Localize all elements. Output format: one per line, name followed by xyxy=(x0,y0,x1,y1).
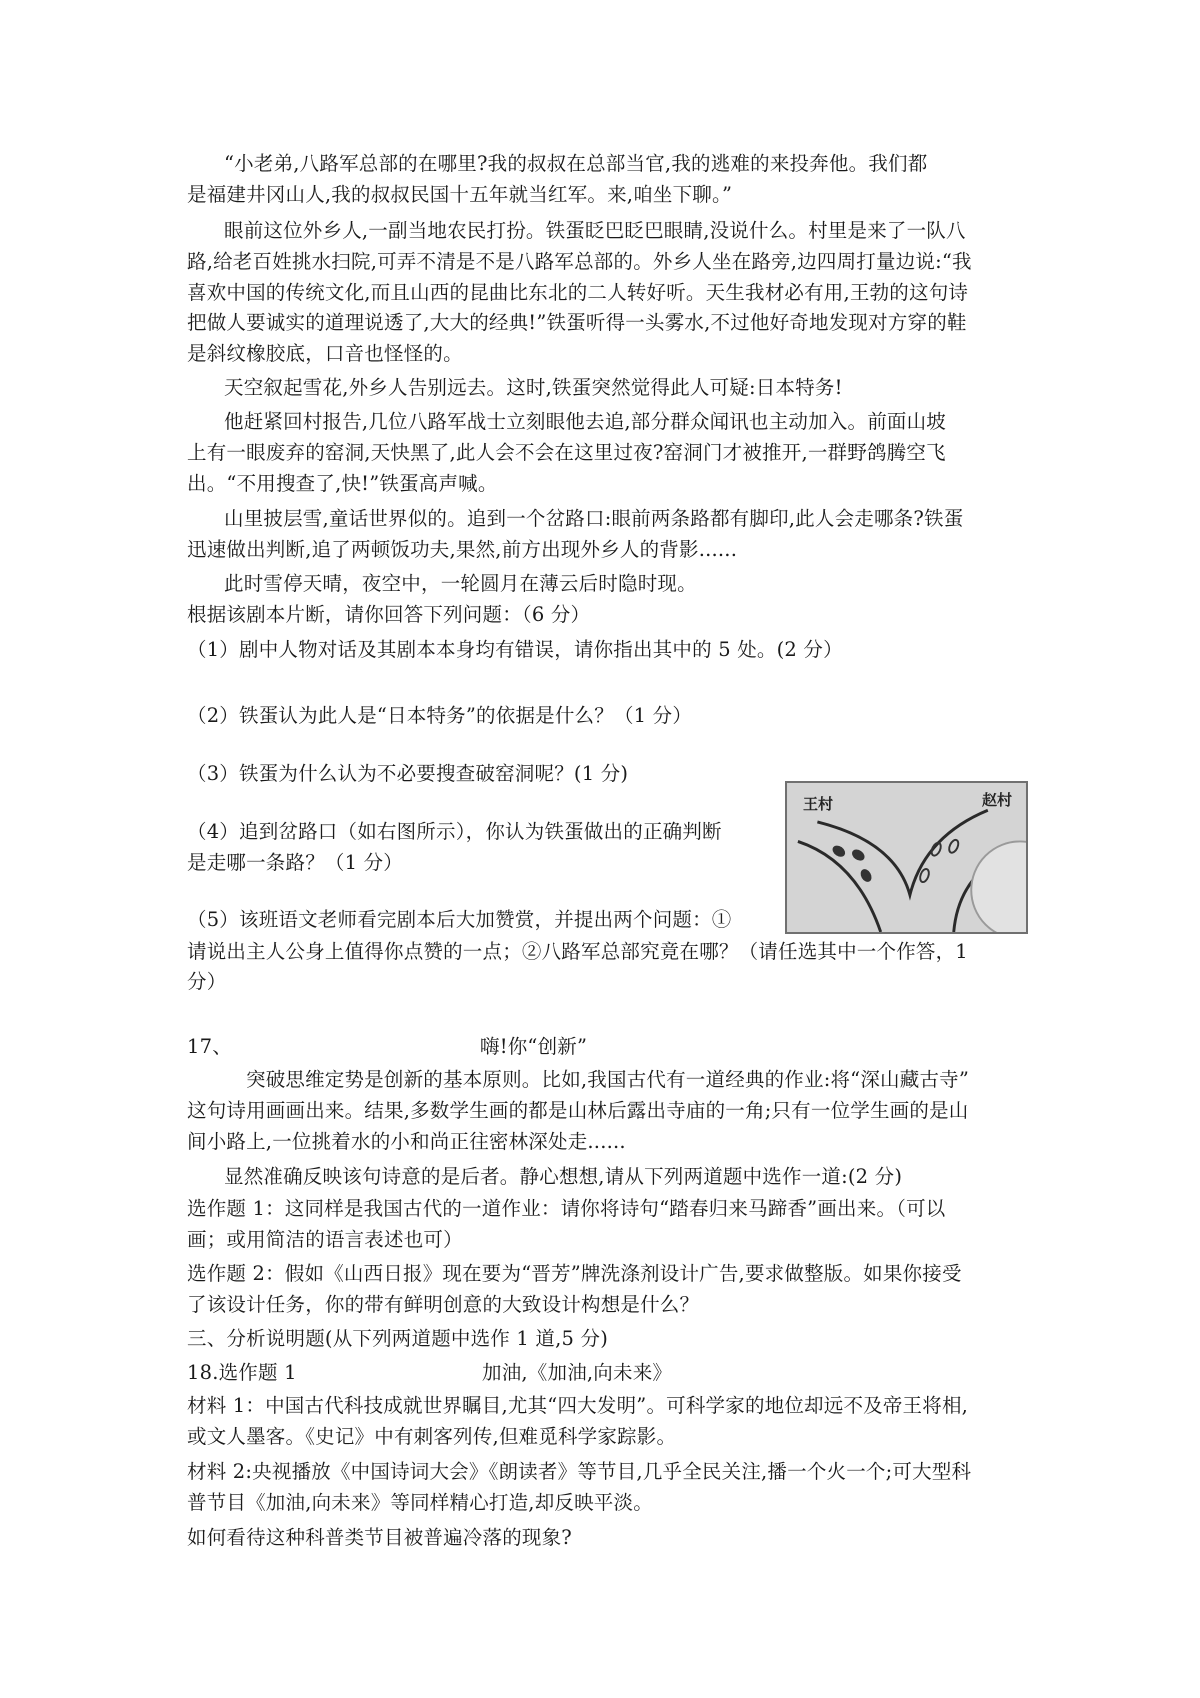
question-3: （3）铁蛋为什么认为不必要搜查破窑洞呢？(1 分) xyxy=(187,762,629,785)
question-2: （2）铁蛋认为此人是“日本特务”的依据是什么？（1 分） xyxy=(187,704,693,727)
question-5-cont: 分） xyxy=(187,970,227,993)
material-2-cont: 普节目《加油,向未来》等同样精心打造,却反映平淡。 xyxy=(187,1491,653,1514)
passage-line: 山里披层雪,童话世界似的。追到一个岔路口:眼前两条路都有脚印,此人会走哪条?铁蛋 xyxy=(224,507,964,530)
passage-line: 路,给老百姓挑水扫院,可弄不清是不是八路军总部的。外乡人坐在路旁,边四周打量边说:“我 xyxy=(187,250,972,273)
passage-line: 把做人要诚实的道理说透了,大大的经典!”铁蛋听得一头雾水,不过他好奇地发现对方穿的鞋 xyxy=(187,311,967,334)
passage-line: 喜欢中国的传统文化,而且山西的昆曲比东北的二人转好听。天生我材必有用,王勃的这句诗 xyxy=(187,281,969,304)
question-17-title: 嗨!你“创新” xyxy=(480,1035,588,1058)
paragraph-line: 这句诗用画画出来。结果,多数学生画的都是山林后露出寺庙的一角;只有一位学生画的是山 xyxy=(187,1099,969,1122)
figure-label-right: 赵村 xyxy=(981,791,1012,809)
figure-label-left: 王村 xyxy=(803,795,834,813)
question-18-number: 18.选作题 1 xyxy=(187,1361,297,1384)
crossroad-figure xyxy=(785,781,1028,934)
passage-line: 是福建井冈山人,我的叔叔民国十五年就当红军。来,咱坐下聊。” xyxy=(187,183,733,206)
passage-line: 眼前这位外乡人,一副当地农民打扮。铁蛋眨巴眨巴眼睛,没说什么。村里是来了一队八 xyxy=(224,219,966,242)
question-5-cont: 请说出主人公身上值得你点赞的一点；②八路军总部究竟在哪？（请任选其中一个作答，1 xyxy=(187,940,968,963)
paragraph-line: 间小路上,一位挑着水的小和尚正往密林深处走...... xyxy=(187,1130,626,1153)
question-4-cont: 是走哪一条路？（1 分） xyxy=(187,851,404,874)
passage-line: 此时雪停天晴，夜空中，一轮圆月在薄云后时隐时现。 xyxy=(224,572,697,595)
option-1: 选作题 1：这同样是我国古代的一道作业：请你将诗句“踏春归来马蹄香”画出来。（可以 xyxy=(187,1197,946,1220)
material-1-cont: 或文人墨客。《史记》中有刺客列传,但难觅科学家踪影。 xyxy=(187,1425,677,1448)
section-heading: 三、分析说明题(从下列两道题中选作 1 道,5 分) xyxy=(187,1327,609,1350)
passage-line: 天空叙起雪花,外乡人告别远去。这时,铁蛋突然觉得此人可疑:日本特务! xyxy=(224,376,843,399)
question-4: （4）追到岔路口（如右图所示），你认为铁蛋做出的正确判断 xyxy=(187,820,722,843)
paragraph-line: 显然准确反映该句诗意的是后者。静心想想,请从下列两道题中选作一道:(2 分) xyxy=(224,1165,903,1188)
passage-line: 上有一眼废弃的窑洞,天快黑了,此人会不会在这里过夜?窑洞门才被推开,一群野鸽腾空飞 xyxy=(187,441,946,464)
passage-line: 迅速做出判断,追了两顿饭功夫,果然,前方出现外乡人的背影...... xyxy=(187,538,738,561)
passage-line: 是斜纹橡胶底，口音也怪怪的。 xyxy=(187,342,463,365)
question-1: （1）剧中人物对话及其剧本本身均有错误，请你指出其中的 5 处。(2 分） xyxy=(187,638,843,661)
option-1-cont: 画；或用简洁的语言表述也可） xyxy=(187,1228,463,1251)
passage-line: “小老弟,八路军总部的在哪里?我的叔叔在总部当官,我的逃难的来投奔他。我们都 xyxy=(224,152,928,175)
question-18-prompt: 如何看待这种科普类节目被普遍冷落的现象? xyxy=(187,1526,572,1549)
question-intro: 根据该剧本片断，请你回答下列问题：（6 分） xyxy=(187,603,591,626)
paragraph-line: 突破思维定势是创新的基本原则。比如,我国古代有一道经典的作业:将“深山藏古寺” xyxy=(246,1068,970,1091)
question-5: （5）该班语文老师看完剧本后大加赞赏，并提出两个问题：① xyxy=(187,908,732,931)
material-2: 材料 2:央视播放《中国诗词大会》《朗读者》等节目,几乎全民关注,播一个火一个;可大型科 xyxy=(187,1460,972,1483)
question-17-number: 17、 xyxy=(187,1035,232,1058)
question-18-title: 加油,《加油,向未来》 xyxy=(482,1361,673,1384)
passage-line: 他赶紧回村报告,几位八路军战士立刻眼他去追,部分群众闻讯也主动加入。前面山坡 xyxy=(224,410,946,433)
material-1: 材料 1：中国古代科技成就世界瞩目,尤其“四大发明”。可科学家的地位却远不及帝王将相, xyxy=(187,1394,969,1417)
passage-line: 出。“不用搜查了,快!”铁蛋高声喊。 xyxy=(187,472,498,495)
option-2: 选作题 2：假如《山西日报》现在要为“晋芳”牌洗涤剂设计广告,要求做整版。如果你接受 xyxy=(187,1262,962,1285)
option-2-cont: 了该设计任务，你的带有鲜明创意的大致设计构想是什么？ xyxy=(187,1293,700,1316)
